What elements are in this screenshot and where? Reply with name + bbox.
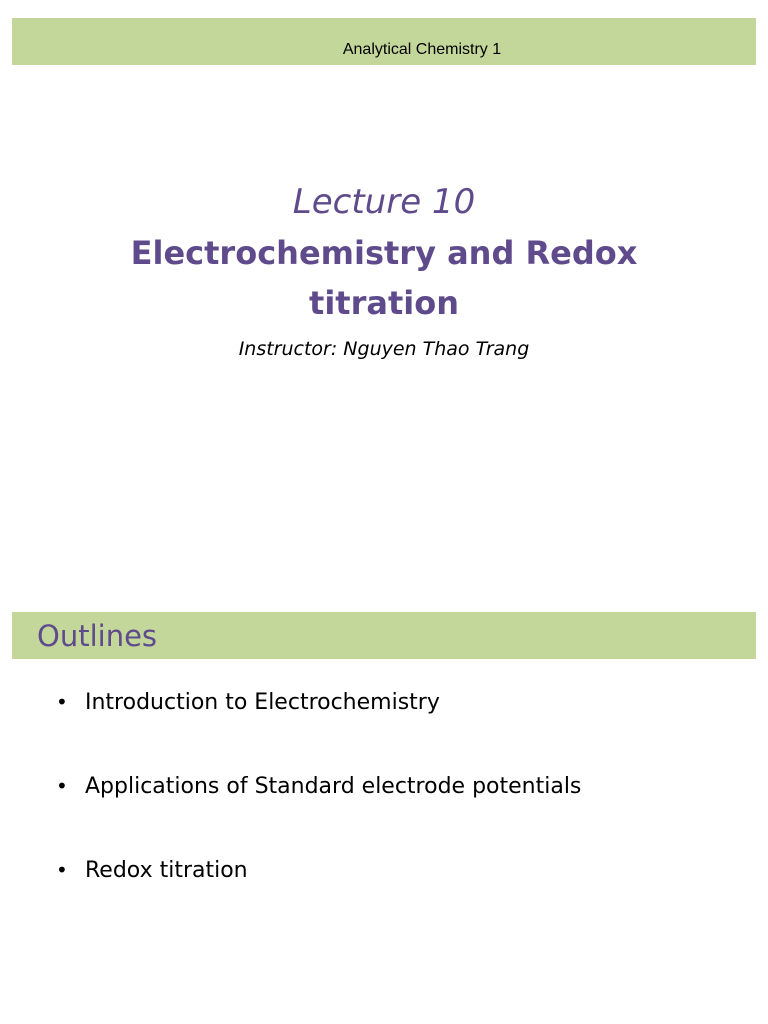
bullet-icon: • [56,774,68,798]
list-item-text: Redox titration [85,857,248,883]
outline-heading: Outlines [37,618,158,653]
bullet-icon: • [56,858,68,882]
list-item [56,854,736,886]
list-item [56,770,736,802]
instructor-name: Instructor: Nguyen Thao Trang [238,338,530,360]
lecture-title-line-2: titration [309,284,459,322]
lecture-title-line-1: Electrochemistry and Redox [130,234,638,272]
lecture-title [0,228,768,328]
header-band [12,18,756,65]
lecture-number: Lecture 10 [292,182,476,222]
list-item-text: Introduction to Electrochemistry [85,689,440,715]
course-name: Analytical Chemistry 1 [342,41,502,58]
bullet-icon: • [56,690,68,714]
list-item-text: Applications of Standard electrode potentials [85,773,582,799]
list-item [56,686,736,718]
outline-list [56,686,736,938]
outline-header-band [12,612,756,659]
title-block [0,180,768,328]
